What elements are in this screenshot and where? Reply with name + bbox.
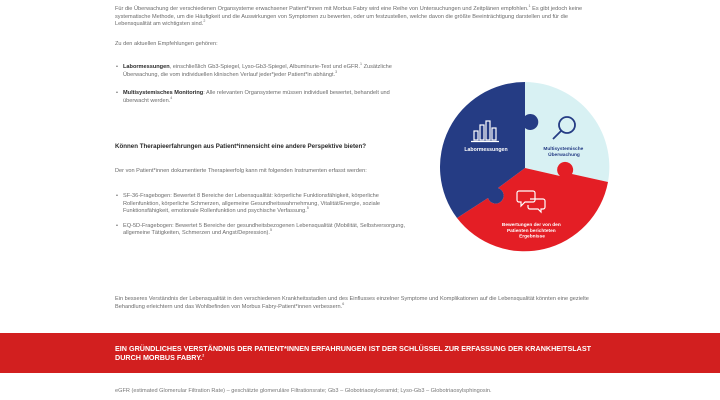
recommendation-text: , einschließlich Gb3-Spiegel, Lyso-Gb3-Spiegel, Albuminurie-Test und eGFR. (169, 64, 361, 70)
recommendation-ref[interactable]: 1 (360, 62, 363, 67)
instrument-ref[interactable]: 5 (306, 206, 309, 211)
recommendation-ref[interactable]: 3 (335, 69, 338, 74)
instrument-ref[interactable]: 5 (269, 228, 272, 233)
intro-text-a: Für die Überwachung der verschiedenen Organsysteme erwachsener Patient*innen mit Morbus Fabry wird eine Reihe von Untersuchungen und Zeitplänen empfohlen. (115, 6, 529, 12)
instruments-list (115, 193, 415, 238)
conclusion-paragraph (115, 296, 600, 311)
section-question: Können Therapieerfahrungen aus Patient*innensicht eine andere Perspektive bieten? (115, 143, 367, 150)
recommendation-title: Labormessungen (123, 64, 170, 70)
key-message-text (115, 344, 595, 362)
intro-paragraph (115, 6, 600, 29)
intro-ref-1[interactable]: 1 (528, 4, 531, 9)
list-item (115, 193, 415, 216)
recommendations-heading: Zu den aktuellen Empfehlungen gehören: (115, 41, 218, 47)
intro-ref-2[interactable]: 2 (203, 19, 206, 24)
lab-label: Labormessungen (464, 147, 508, 153)
list-item (115, 90, 415, 105)
monitoring-label: Multisystemische Überwachung (543, 147, 584, 158)
recommendation-ref[interactable]: 4 (170, 95, 173, 100)
puzzle-diagram (440, 82, 610, 252)
instrument-text: EQ-5D-Fragebogen: Bewertet 5 Bereiche der gesundheitsbezogenen Lebensqualität (Mobilität, Selbstversorgung, allgemeine Tätigkeiten, Schmerzen und Angst/Depression). (123, 222, 406, 237)
banner-ref[interactable]: 2 (202, 353, 205, 358)
patient-outcomes-label: Bewertungen der von den Patienten berichteten Ergebnisse (501, 223, 561, 240)
instrument-text: SF-36-Fragebogen: Bewertet 8 Bereiche der Lebensqualität: körperliche Funktionsfähigkeit, körperliche Rollenfunktion, körperliche Schmerzen, allgemeine Gesundheitswahrnehmung, Vitalität/Energie, soziale Funktionsfähigkeit, emotionale Rollenfunktion und psychische Verfassung. (123, 193, 381, 215)
recommendation-title: Multisystemisches Monitoring (123, 90, 204, 97)
conclusion-text: Ein besseres Verständnis der Lebensqualität in den verschiedenen Krankheitsstadien und des Einflusses einzelner Symptome und Komplikationen auf die Lebensqualität könnten eine gezielte Behandlung erleichtern und das Wohlbefinden von Morbus Fabry-Patient*innen verbessern. (115, 296, 589, 310)
banner-text: EIN GRÜNDLICHES VERSTÄNDNIS DER PATIENT*INNEN ERFAHRUNGEN IST DER SCHLÜSSEL ZUR ERFASSUNG DER KRANKHEITSLAST DURCH MORBUS FABRY. (115, 344, 592, 363)
list-item (115, 223, 415, 238)
list-item (115, 64, 415, 79)
intro-text-b: Es gibt jedoch keine systematische Methode, um die Häufigkeit und die Auswirkungen von Symptomen zu bewerten, oder um festzustellen, welche davon die größte Beeinträchtigung darstellen und für die Lebensqualität am wichtigsten sind. (115, 6, 583, 28)
recommendation-text-extra: Zusätzliche Überwachung, die vom individuellen klinischen Verlauf jeder*jeder Patient*in abhängt. (123, 64, 392, 78)
recommendation-text: : Alle relevanten Organsysteme müssen individuell bewertet, behandelt und überwacht werden. (123, 90, 390, 104)
conclusion-ref[interactable]: 6 (342, 301, 345, 306)
abbreviations-footnote: eGFR (estimated Glomerular Filtration Rate) – geschätzte glomeruläre Filtrationsrate; Gb3 – Globotriaosylceramid; Lyso-Gb3 – Globotriaosylsphingosin. (115, 388, 492, 394)
recommendations-list (115, 64, 415, 105)
instruments-intro: Der von Patient*innen dokumentierte Therapieerfolg kann mit folgenden Instrumenten erfasst werden: (115, 168, 367, 174)
